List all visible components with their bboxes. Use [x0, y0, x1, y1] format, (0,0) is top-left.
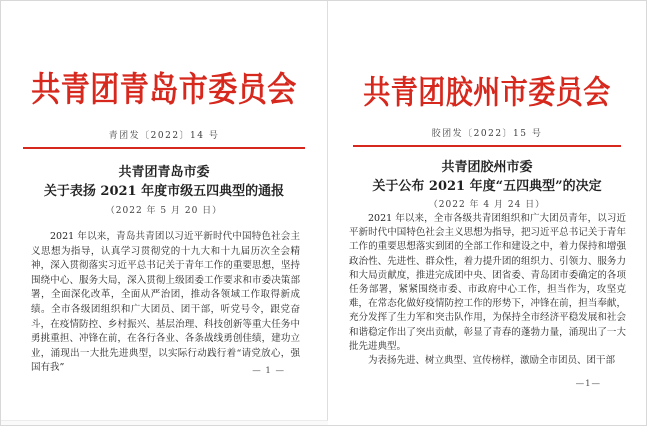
document-page-qingdao	[1, 1, 328, 421]
document-body	[349, 212, 626, 368]
body-paragraph: 2021 年以来，全市各级共青团组织和广大团员青年，以习近平新时代中国特色社会主义思想为指导，把习近平总书记关于青年工作的重要思想落实到团的全部工作和建设之中，着力保持和增强政治性、先进性、群众性，着力提升团的组织力、引领力、服务力和大局贡献度，推进完成团中央、团省委、青岛团市委确定的各项任务部署，紧紧围绕市委、市政府中心工作，担当作为，攻坚克难，在常态化做好疫情防控工作的形势下，冲锋在前，担当奉献，充分发挥了生力军和突击队作用，为保持全市经济平稳发展和社会和谐稳定作出了突出贡献，彰显了青春的蓬勃力量，涌现出了一大批先进典型。	[349, 213, 626, 352]
document-title-line1: 共青团胶州市委	[441, 160, 533, 175]
letterhead-org-name	[328, 70, 646, 112]
document-title-line2: 关于表扬 2021 年度市级五四典型的通报	[43, 183, 285, 199]
document-page-jiaozhou	[328, 1, 646, 425]
document-title-line1: 共青团青岛市委	[118, 165, 210, 180]
document-title-line2: 关于公布 2021 年度“五四典型”的决定	[372, 178, 602, 194]
document-date: （2022 年 4 月 24 日）	[428, 200, 546, 210]
letterhead-divider-line	[353, 145, 621, 147]
letterhead-org-name-text: 共青团青岛市委员会	[31, 69, 297, 110]
letterhead-org-name-text: 共青团胶州市委员会	[363, 74, 611, 112]
document-date: （2022 年 5 月 20 日）	[105, 206, 223, 216]
document-title	[336, 159, 638, 196]
body-paragraph: 2021 年以来，青岛共青团以习近平新时代中国特色社会主义思想为指导，认真学习贯彻党的十九大和十九届历次全会精神，深入贯彻落实习近平总书记关于青年工作的重要思想，坚持围绕中心、服务大局，深入贯彻上级团委工作要求和市委决策部署，全面深化改革，全面从严治团，推动各领域工作取得新成绩。全市各级团组织和广大团员、团干部，听党号令，跟党奋斗，在疫情防控、乡村振兴、基层治理、科技创新等重大任务中勇挑重担、冲锋在前，在各行各业、各条战线勇创佳绩，建功立业，涌现出一大批先进典型，以实际行动践行着“请党放心，强国有我”	[31, 231, 300, 374]
document-title	[9, 164, 319, 201]
page-number: —1—	[575, 379, 601, 389]
letterhead-org-name	[1, 67, 327, 108]
document-body	[31, 230, 300, 376]
body-paragraph: 为表扬先进、树立典型、宣传榜样，激励全市团员、团干部	[368, 355, 616, 367]
document-number: 青团发〔2022〕14 号	[108, 131, 220, 141]
document-number: 胶团发〔2022〕15 号	[431, 129, 543, 139]
page-number: — 1 —	[252, 366, 285, 376]
letterhead-divider-line	[23, 147, 305, 149]
